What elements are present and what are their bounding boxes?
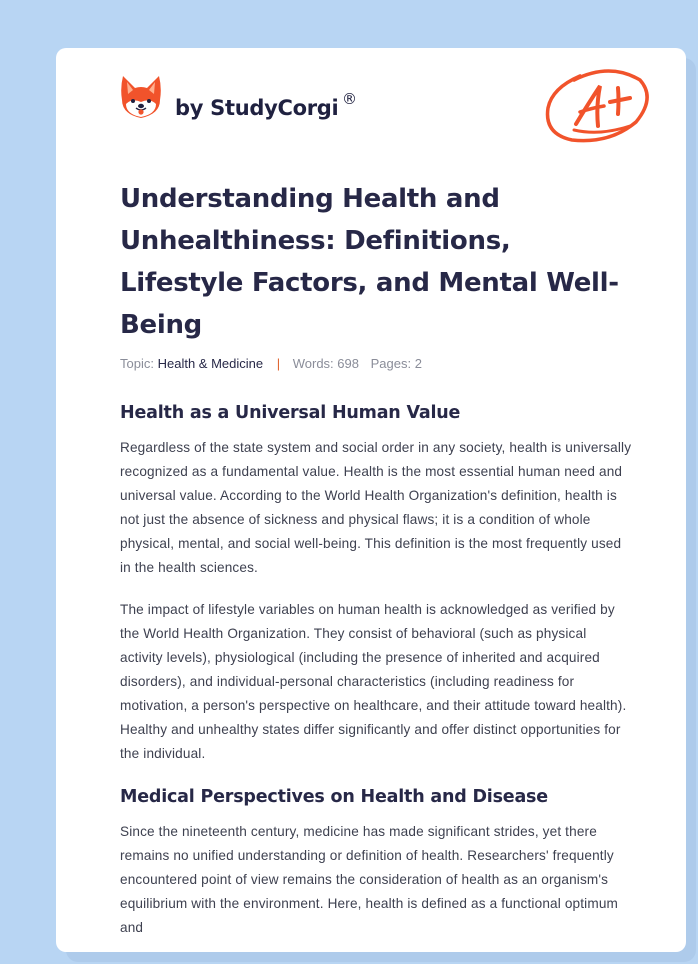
page-count: Pages: 2	[370, 356, 422, 371]
section-heading: Medical Perspectives on Health and Disease	[120, 787, 548, 807]
essay-content	[120, 178, 632, 952]
registered-mark: ®	[342, 90, 357, 108]
paragraph: Regardless of the state system and social order in any society, health is universally recognized as a fundamental value. Health is the most essential human need and universal value. According to the World Health Organization's definition, health is not just the absence of sickness and physical flaws; it is a condition of whole physical, mental, and social well-being. This definition is the most frequently used in the health sciences.	[120, 440, 632, 575]
a-plus-grade-icon	[540, 64, 652, 153]
essay-title: Understanding Health and Unhealthiness: Definitions, Lifestyle Factors, and Mental Well-Being	[120, 184, 619, 340]
essay-meta	[120, 354, 632, 374]
essay-card	[56, 48, 686, 952]
meta-separator: |	[276, 356, 281, 371]
section-heading: Health as a Universal Human Value	[120, 403, 461, 423]
header	[120, 74, 660, 154]
brand-name: by StudyCorgi	[175, 96, 339, 120]
word-count: Words: 698	[292, 356, 359, 371]
studycorgi-logo-link[interactable]	[120, 74, 162, 120]
corgi-logo-icon	[120, 74, 162, 120]
paragraph: The impact of lifestyle variables on human health is acknowledged as verified by the World Health Organization. They consist of behavioral (such as physical activity levels), physiological (including the presence of inherited and acquired disorders), and individual-personal characteristics (including readiness for motivation, a person's perspective on healthcare, and their attitude toward health). Healthy and unhealthy states differ significantly and offer distinct opportunities for the individual.	[120, 602, 627, 761]
topic-link[interactable]: Health & Medicine	[157, 356, 264, 371]
topic-label: Topic:	[120, 356, 154, 371]
paragraph: Since the nineteenth century, medicine has made significant strides, yet there remains no unified understanding or definition of health. Researchers' frequently encountered point of view remains the consideration of health as an organism's equilibrium with the environment. Here, health is defined as a functional optimum and	[120, 824, 619, 935]
